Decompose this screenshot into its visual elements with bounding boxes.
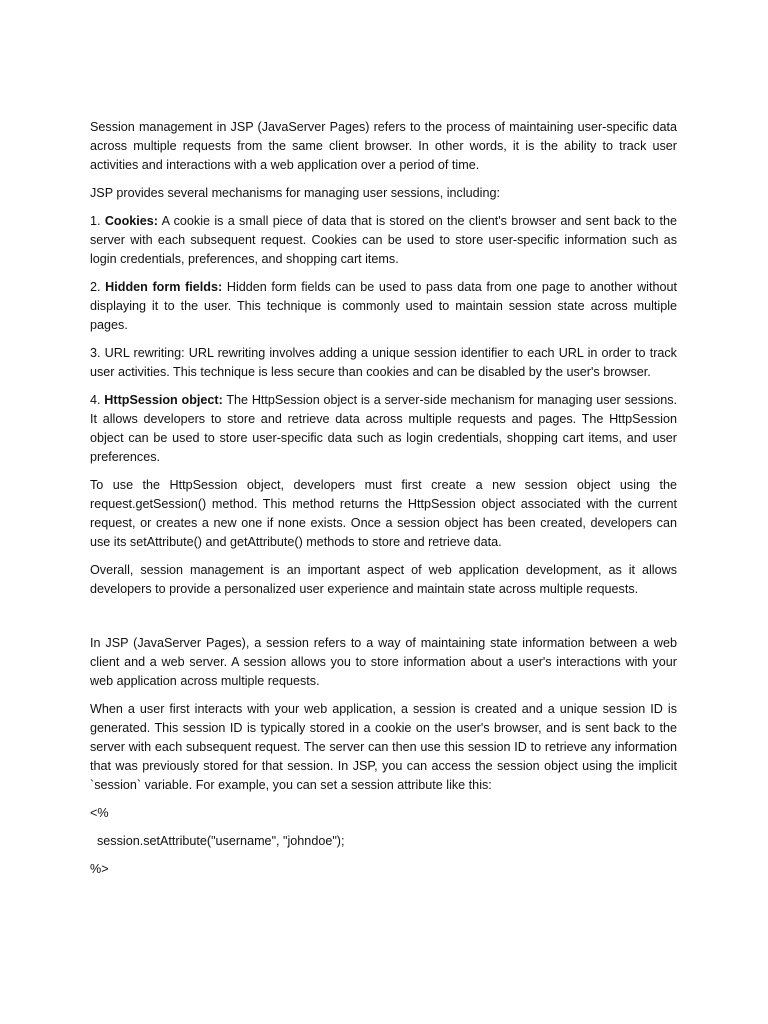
list-item-hidden-form-fields <box>90 278 677 335</box>
overall-paragraph: Overall, session management is an important aspect of web application development, as it allows developers to provide a personalized user experience and maintain state across multiple requests. <box>90 563 677 596</box>
list-item-number: 2. <box>90 280 106 294</box>
section-spacer <box>90 608 677 634</box>
list-item-httpsession <box>90 391 677 467</box>
usage-paragraph: To use the HttpSession object, developers must first create a new session object using the request.getSession() method. This method returns the HttpSession object associated with the current request, or creates a new one if none exists. Once a session object has been created, developers can use its setAttribute() and getAttribute() methods to store and retrieve data. <box>90 478 677 549</box>
mechanisms-intro-paragraph: JSP provides several mechanisms for managing user sessions, including: <box>90 186 500 200</box>
list-item-text: Hidden form fields can be used to pass data from one page to another without displaying it to the user. This technique is commonly used to maintain session state across multiple pages. <box>90 280 677 332</box>
code-line: session.setAttribute("username", "johndoe"); <box>90 834 345 848</box>
list-item-number: 1. <box>90 214 105 228</box>
list-item-url-rewriting <box>90 344 677 382</box>
session-detail-paragraph: When a user first interacts with your web application, a session is created and a unique session ID is generated. This session ID is typically stored in a cookie on the user's browser, and is sent back to the server with each subsequent request. The server can then use this session ID to retrieve any information that was previously stored for that session. In JSP, you can access the session object using the implicit `session` variable. For example, you can set a session attribute like this: <box>90 702 677 792</box>
list-item-number: 4. <box>90 393 105 407</box>
list-item-text: URL rewriting involves adding a unique session identifier to each URL in order to track user activities. This technique is less secure than cookies and can be disabled by the user's browser. <box>90 346 677 379</box>
list-item-term: URL rewriting: <box>104 346 185 360</box>
list-item-text: A cookie is a small piece of data that is stored on the client's browser and sent back to the server with each subsequent request. Cookies can be used to store user-specific information such as login credentials, preferences, and shopping cart items. <box>90 214 677 266</box>
list-item-term: Hidden form fields: <box>105 280 223 294</box>
intro-paragraph: Session management in JSP (JavaServer Pages) refers to the process of maintaining user-specific data across multiple requests from the same client browser. In other words, it is the ability to track user activities and interactions with a web application over a period of time. <box>90 120 677 172</box>
code-close-tag: %> <box>90 862 109 876</box>
list-item-text: The HttpSession object is a server-side mechanism for managing user sessions. It allows developers to store and retrieve data across multiple requests and pages. The HttpSession object can be used to store user-specific data such as login credentials, shopping cart items, and user preferences. <box>90 393 677 464</box>
list-item-number: 3. <box>90 346 105 360</box>
document-page <box>90 118 677 888</box>
code-open-tag: <% <box>90 806 109 820</box>
list-item-term: HttpSession object: <box>104 393 223 407</box>
list-item-term: Cookies: <box>104 214 158 228</box>
list-item-cookies <box>90 212 677 269</box>
session-intro-paragraph: In JSP (JavaServer Pages), a session refers to a way of maintaining state information between a web client and a web server. A session allows you to store information about a user's interactions with your web application across multiple requests. <box>90 636 677 688</box>
